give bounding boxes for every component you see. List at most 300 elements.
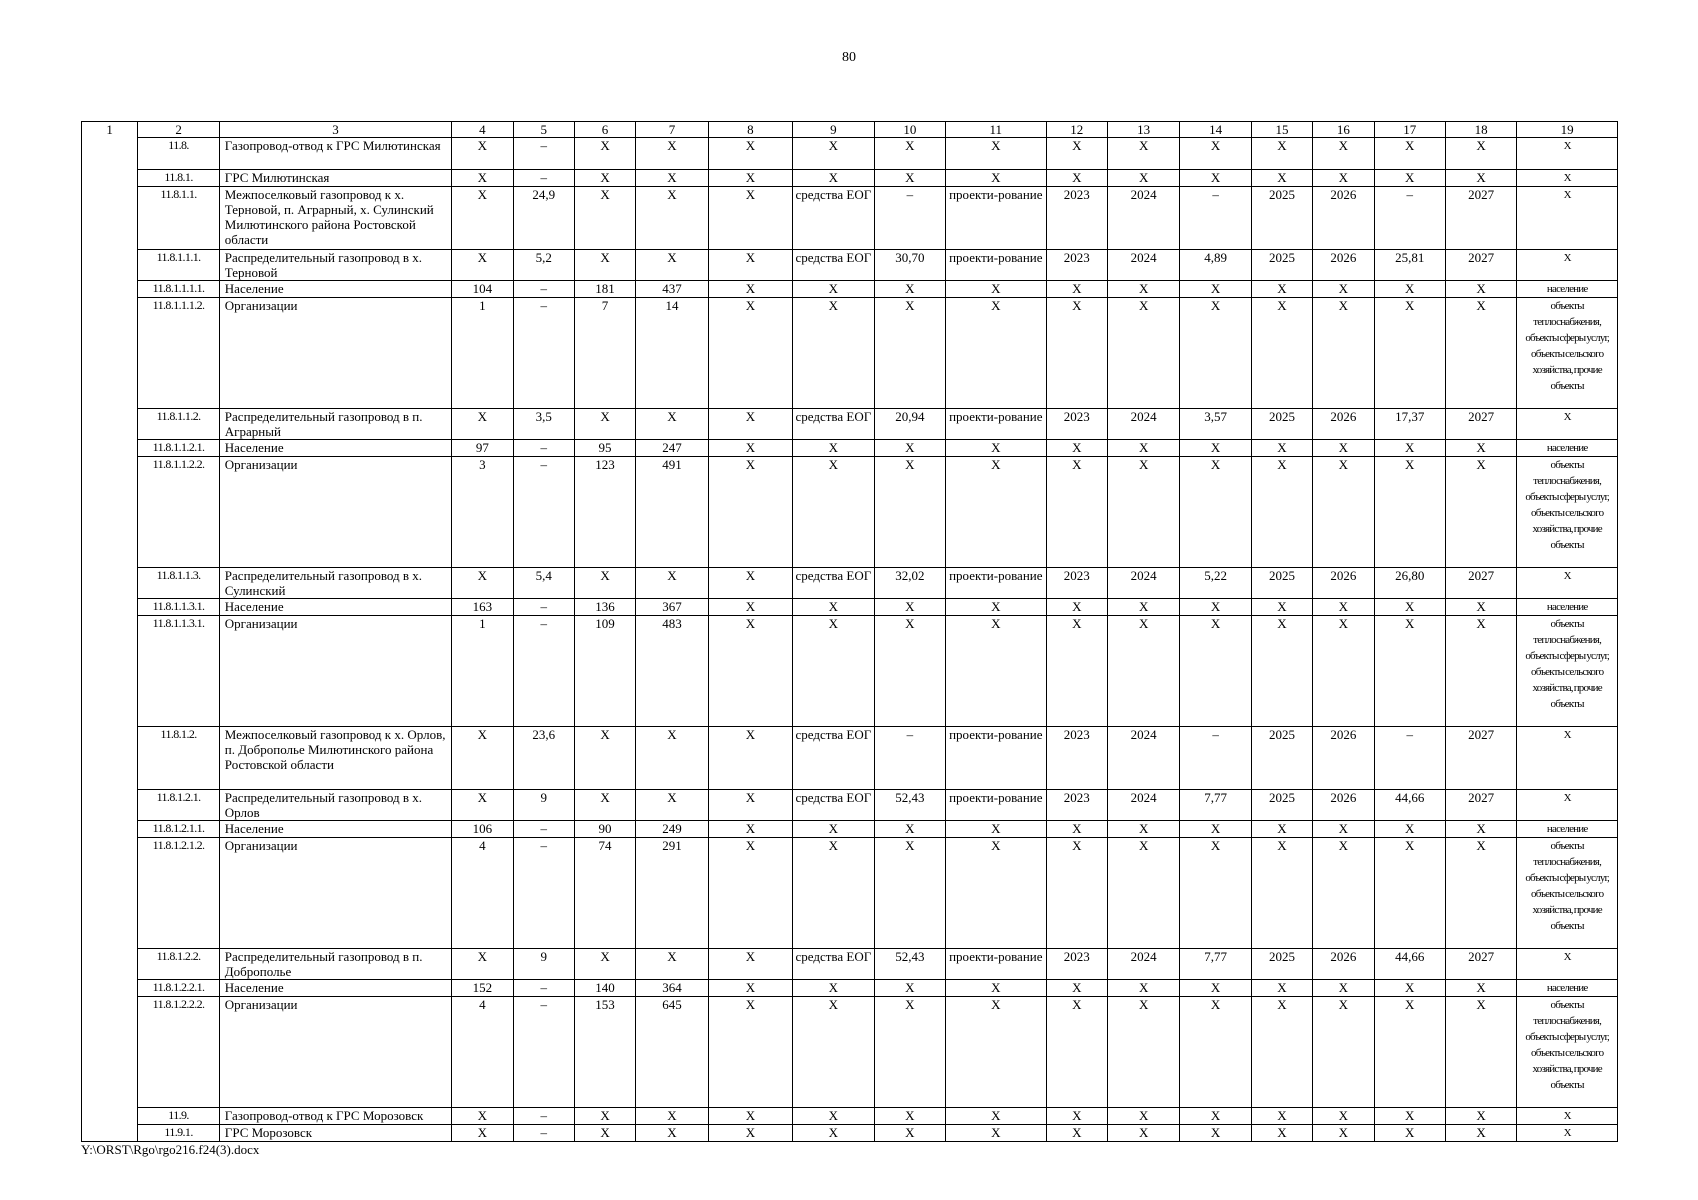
row-code: 11.8.1.1.1.1. (138, 281, 219, 298)
table-cell: 4 (452, 838, 513, 949)
table-cell: X (636, 1108, 708, 1125)
table-cell: X (793, 170, 874, 187)
table-cell: X (452, 250, 513, 281)
table-cell: X (636, 250, 708, 281)
table-cell: X (452, 949, 513, 980)
table-cell: X (793, 298, 874, 409)
table-cell: X (793, 599, 874, 616)
table-cell: 2027 (1445, 949, 1516, 980)
table-cell: X (1313, 281, 1374, 298)
table-cell: X (1313, 997, 1374, 1108)
table-cell: X (708, 187, 792, 250)
table-cell: X (1107, 457, 1179, 568)
table-cell: X (1107, 997, 1179, 1108)
table-cell: население (1517, 980, 1618, 997)
row-code: 11.8.1.2.2. (138, 949, 219, 980)
table-cell: X (946, 980, 1047, 997)
table-cell: X (452, 409, 513, 440)
table-cell: X (1251, 138, 1312, 170)
table-cell: 2023 (1046, 790, 1107, 821)
table-cell: 2026 (1313, 187, 1374, 250)
table-cell: проекти-рование (946, 568, 1047, 599)
object-name: Население (219, 980, 451, 997)
group-cell (82, 457, 138, 568)
table-cell: X (708, 1108, 792, 1125)
table-cell: X (1180, 599, 1251, 616)
table-cell: X (946, 1108, 1047, 1125)
table-cell: X (1046, 997, 1107, 1108)
table-cell: 2024 (1107, 187, 1179, 250)
table-cell: X (452, 727, 513, 790)
row-code: 11.8. (138, 138, 219, 170)
table-cell: 247 (636, 440, 708, 457)
table-cell: X (1107, 440, 1179, 457)
table-cell: X (1517, 170, 1618, 187)
row-code: 11.8.1. (138, 170, 219, 187)
object-name: Распределительный газопровод в х. Сулинский (219, 568, 451, 599)
table-cell: X (1251, 298, 1312, 409)
row-code: 11.8.1.1. (138, 187, 219, 250)
table-cell: 364 (636, 980, 708, 997)
table-cell: X (708, 838, 792, 949)
table-cell: 2025 (1251, 409, 1312, 440)
object-name: Организации (219, 457, 451, 568)
table-cell: X (1445, 1125, 1516, 1142)
table-cell: X (1313, 1125, 1374, 1142)
table-cell: 2024 (1107, 727, 1179, 790)
table-cell: X (1107, 821, 1179, 838)
table-cell: X (1251, 457, 1312, 568)
object-name: Распределительный газопровод в п. Аграрный (219, 409, 451, 440)
table-cell: X (1251, 170, 1312, 187)
table-cell: X (1107, 980, 1179, 997)
table-cell: X (793, 457, 874, 568)
table-cell: 152 (452, 980, 513, 997)
object-name: Организации (219, 616, 451, 727)
table-cell: X (636, 170, 708, 187)
object-name: Население (219, 281, 451, 298)
table-cell: X (946, 138, 1047, 170)
table-cell: – (513, 1108, 574, 1125)
table-cell: 291 (636, 838, 708, 949)
table-cell: X (452, 1125, 513, 1142)
table-cell: X (452, 138, 513, 170)
group-cell (82, 616, 138, 727)
table-cell: – (513, 599, 574, 616)
table-cell: X (946, 440, 1047, 457)
table-cell: X (946, 838, 1047, 949)
column-number: 10 (874, 122, 945, 138)
table-cell: 123 (574, 457, 635, 568)
table-cell: – (513, 298, 574, 409)
table-cell: X (1374, 997, 1445, 1108)
column-number: 4 (452, 122, 513, 138)
table-cell: X (708, 821, 792, 838)
table-cell: X (574, 250, 635, 281)
table-cell: X (1445, 821, 1516, 838)
table-cell: X (636, 138, 708, 170)
table-cell: X (874, 980, 945, 997)
table-row (82, 727, 1618, 790)
table-cell: 32,02 (874, 568, 945, 599)
table-row (82, 187, 1618, 250)
table-cell: 2026 (1313, 790, 1374, 821)
table-cell: X (1251, 980, 1312, 997)
table-cell: 1 (452, 616, 513, 727)
table-cell: X (1445, 616, 1516, 727)
table-cell: 2024 (1107, 250, 1179, 281)
table-cell: X (1046, 138, 1107, 170)
table-cell: X (946, 457, 1047, 568)
table-cell: 2025 (1251, 250, 1312, 281)
table-cell: 95 (574, 440, 635, 457)
table-cell: X (1445, 838, 1516, 949)
table-cell: X (1180, 838, 1251, 949)
table-row (82, 949, 1618, 980)
table-cell: X (1107, 298, 1179, 409)
row-code: 11.8.1.1.2.1. (138, 440, 219, 457)
table-cell: проекти-рование (946, 409, 1047, 440)
table-cell: X (874, 838, 945, 949)
row-code: 11.8.1.2.1.1. (138, 821, 219, 838)
table-cell: 645 (636, 997, 708, 1108)
table-cell: проекти-рование (946, 790, 1047, 821)
table-cell: 106 (452, 821, 513, 838)
object-name: ГРС Милютинская (219, 170, 451, 187)
table-cell: 90 (574, 821, 635, 838)
table-cell: 153 (574, 997, 635, 1108)
table-cell: X (708, 727, 792, 790)
table-cell: – (1180, 727, 1251, 790)
table-cell: X (1107, 599, 1179, 616)
table-cell: X (1251, 821, 1312, 838)
table-cell: 52,43 (874, 949, 945, 980)
table-cell: 2026 (1313, 727, 1374, 790)
table-row (82, 1125, 1618, 1142)
table-cell: X (946, 281, 1047, 298)
table-cell: X (946, 170, 1047, 187)
table-cell: 26,80 (1374, 568, 1445, 599)
table-cell: X (708, 568, 792, 599)
table-cell: X (1251, 440, 1312, 457)
table-cell: X (874, 599, 945, 616)
table-cell: – (513, 616, 574, 727)
table-cell: X (1374, 281, 1445, 298)
table-cell: X (1046, 298, 1107, 409)
table-cell: объекты теплоснабжения, объекты сферы услуг, объекты сельского хозяйства, прочие объекты (1517, 298, 1618, 409)
table-cell: X (1517, 1108, 1618, 1125)
table-cell: X (1517, 138, 1618, 170)
column-number: 6 (574, 122, 635, 138)
group-cell (82, 980, 138, 997)
table-cell: X (1046, 1108, 1107, 1125)
table-cell: 5,22 (1180, 568, 1251, 599)
table-cell: 3,57 (1180, 409, 1251, 440)
table-cell: – (513, 281, 574, 298)
table-cell: X (452, 187, 513, 250)
table-cell: X (1107, 170, 1179, 187)
table-cell: X (1374, 138, 1445, 170)
table-cell: X (708, 790, 792, 821)
table-cell: X (1180, 616, 1251, 727)
table-cell: 44,66 (1374, 790, 1445, 821)
table-cell: 2027 (1445, 409, 1516, 440)
table-cell: X (452, 568, 513, 599)
table-cell: X (1374, 1108, 1445, 1125)
table-cell: средства ЕОГ (793, 568, 874, 599)
table-cell: X (574, 1125, 635, 1142)
table-cell: X (574, 138, 635, 170)
table-cell: X (452, 1108, 513, 1125)
table-cell: X (636, 409, 708, 440)
table-cell: X (1374, 457, 1445, 568)
table-cell: 2026 (1313, 250, 1374, 281)
table-cell: 140 (574, 980, 635, 997)
group-cell (82, 821, 138, 838)
table-cell: – (513, 997, 574, 1108)
table-cell: 136 (574, 599, 635, 616)
table-cell: X (793, 997, 874, 1108)
table-cell: X (1313, 170, 1374, 187)
table-cell: объекты теплоснабжения, объекты сферы услуг, объекты сельского хозяйства, прочие объекты (1517, 457, 1618, 568)
table-cell: средства ЕОГ (793, 727, 874, 790)
column-number: 15 (1251, 122, 1312, 138)
table-cell: X (1374, 616, 1445, 727)
table-cell: X (636, 1125, 708, 1142)
object-name: Межпоселковый газопровод к х. Терновой, п. Аграрный, х. Сулинский Милютинского района Ростовской области (219, 187, 451, 250)
table-cell: 2023 (1046, 250, 1107, 281)
table-cell: 2024 (1107, 790, 1179, 821)
column-number: 3 (219, 122, 451, 138)
table-cell: X (1374, 298, 1445, 409)
table-cell: X (1046, 170, 1107, 187)
table-cell: X (1445, 599, 1516, 616)
table-cell: X (574, 568, 635, 599)
table-cell: X (708, 599, 792, 616)
object-name: Распределительный газопровод в х. Орлов (219, 790, 451, 821)
column-number: 7 (636, 122, 708, 138)
table-cell: 109 (574, 616, 635, 727)
table-cell: X (874, 1108, 945, 1125)
table-cell: X (946, 997, 1047, 1108)
table-cell: X (1046, 616, 1107, 727)
table-cell: X (708, 949, 792, 980)
table-cell: 5,2 (513, 250, 574, 281)
row-code: 11.9. (138, 1108, 219, 1125)
table-cell: 3 (452, 457, 513, 568)
table-cell: X (1046, 838, 1107, 949)
table-cell: X (1517, 790, 1618, 821)
table-cell: 437 (636, 281, 708, 298)
column-number: 13 (1107, 122, 1179, 138)
table-cell: X (1180, 997, 1251, 1108)
group-cell (82, 790, 138, 821)
table-cell: – (1180, 187, 1251, 250)
column-number: 16 (1313, 122, 1374, 138)
table-cell: X (1251, 599, 1312, 616)
table-cell: X (1445, 980, 1516, 997)
table-cell: X (1517, 1125, 1618, 1142)
table-cell: X (708, 138, 792, 170)
table-cell: 97 (452, 440, 513, 457)
row-code: 11.8.1.2. (138, 727, 219, 790)
table-cell: X (1251, 1108, 1312, 1125)
table-cell: X (1445, 298, 1516, 409)
table-cell: объекты теплоснабжения, объекты сферы услуг, объекты сельского хозяйства, прочие объекты (1517, 838, 1618, 949)
table-cell: X (946, 599, 1047, 616)
table-cell: X (793, 1108, 874, 1125)
table-cell: 2025 (1251, 187, 1312, 250)
table-cell: X (708, 616, 792, 727)
table-row (82, 821, 1618, 838)
table-cell: – (513, 138, 574, 170)
table-row (82, 599, 1618, 616)
table-cell: 20,94 (874, 409, 945, 440)
table-cell: 7,77 (1180, 949, 1251, 980)
column-number: 1 (82, 122, 138, 138)
column-number: 2 (138, 122, 219, 138)
table-cell: 2023 (1046, 409, 1107, 440)
table-cell: 367 (636, 599, 708, 616)
table-cell: X (793, 281, 874, 298)
table-cell: объекты теплоснабжения, объекты сферы услуг, объекты сельского хозяйства, прочие объекты (1517, 997, 1618, 1108)
object-name: Население (219, 821, 451, 838)
table-cell: X (874, 138, 945, 170)
table-cell: 2023 (1046, 187, 1107, 250)
table-cell: 74 (574, 838, 635, 949)
gas-pipeline-table (81, 121, 1618, 1142)
group-cell (82, 568, 138, 599)
row-code: 11.8.1.2.1. (138, 790, 219, 821)
table-cell: X (1046, 457, 1107, 568)
table-cell: X (1374, 599, 1445, 616)
table-cell: X (946, 1125, 1047, 1142)
row-code: 11.8.1.1.1.2. (138, 298, 219, 409)
table-cell: – (1374, 727, 1445, 790)
table-cell: 2025 (1251, 790, 1312, 821)
table-cell: X (874, 821, 945, 838)
group-cell (82, 409, 138, 440)
table-cell: X (793, 838, 874, 949)
table-cell: X (1374, 170, 1445, 187)
table-cell: X (1445, 1108, 1516, 1125)
table-cell: X (574, 727, 635, 790)
table-row (82, 997, 1618, 1108)
table-cell: X (874, 997, 945, 1108)
table-row (82, 457, 1618, 568)
table-row (82, 980, 1618, 997)
group-cell (82, 727, 138, 790)
table-cell: X (574, 949, 635, 980)
column-number: 14 (1180, 122, 1251, 138)
table-cell: – (513, 457, 574, 568)
table-cell: 2026 (1313, 568, 1374, 599)
table-cell: проекти-рование (946, 949, 1047, 980)
table-cell: X (946, 298, 1047, 409)
table-cell: – (513, 821, 574, 838)
table-cell: 7 (574, 298, 635, 409)
table-cell: X (1445, 997, 1516, 1108)
table-cell: 4,89 (1180, 250, 1251, 281)
table-cell: X (1046, 599, 1107, 616)
table-cell: X (1046, 821, 1107, 838)
table-cell: население (1517, 821, 1618, 838)
table-cell: 23,6 (513, 727, 574, 790)
column-number: 17 (1374, 122, 1445, 138)
table-cell: X (1374, 821, 1445, 838)
table-cell: население (1517, 440, 1618, 457)
table-cell: 2027 (1445, 187, 1516, 250)
table-cell: X (708, 170, 792, 187)
table-cell: X (1107, 616, 1179, 727)
object-name: Газопровод-отвод к ГРС Морозовск (219, 1108, 451, 1125)
table-cell: X (1251, 838, 1312, 949)
table-cell: 25,81 (1374, 250, 1445, 281)
table-cell: 17,37 (1374, 409, 1445, 440)
table-cell: X (874, 440, 945, 457)
table-cell: X (793, 440, 874, 457)
table-cell: 24,9 (513, 187, 574, 250)
table-cell: X (1180, 440, 1251, 457)
table-cell: средства ЕОГ (793, 409, 874, 440)
table-cell: X (1445, 440, 1516, 457)
table-row (82, 790, 1618, 821)
table-cell: X (1517, 187, 1618, 250)
table-cell: X (946, 616, 1047, 727)
table-cell: 2027 (1445, 568, 1516, 599)
page-number: 80 (842, 50, 856, 65)
table-cell: X (1107, 838, 1179, 949)
table-cell: X (1445, 170, 1516, 187)
table-cell: 2024 (1107, 568, 1179, 599)
table-cell: X (1180, 1125, 1251, 1142)
table-cell: X (708, 457, 792, 568)
table-cell: средства ЕОГ (793, 187, 874, 250)
table-cell: X (1313, 980, 1374, 997)
table-cell: 2023 (1046, 949, 1107, 980)
column-number: 8 (708, 122, 792, 138)
table-cell: X (1046, 281, 1107, 298)
table-cell: 2025 (1251, 949, 1312, 980)
table-header-row (82, 122, 1618, 138)
table-cell: X (793, 616, 874, 727)
table-row (82, 170, 1618, 187)
object-name: Межпоселковый газопровод к х. Орлов, п. Доброполье Милютинского района Ростовской области (219, 727, 451, 790)
table-cell: X (1374, 1125, 1445, 1142)
table-cell: X (1180, 821, 1251, 838)
table-cell: X (1107, 1108, 1179, 1125)
table-cell: X (874, 170, 945, 187)
row-code: 11.8.1.1.3. (138, 568, 219, 599)
table-row (82, 281, 1618, 298)
group-cell (82, 138, 138, 170)
table-cell: 2023 (1046, 568, 1107, 599)
table-cell: 2027 (1445, 790, 1516, 821)
column-number: 11 (946, 122, 1047, 138)
table-cell: X (1046, 980, 1107, 997)
table-cell: X (1251, 1125, 1312, 1142)
table-cell: X (1517, 568, 1618, 599)
table-cell: население (1517, 599, 1618, 616)
table-cell: 3,5 (513, 409, 574, 440)
table-cell: X (1313, 821, 1374, 838)
table-cell: X (708, 980, 792, 997)
table-cell: X (708, 281, 792, 298)
table-cell: средства ЕОГ (793, 790, 874, 821)
table-cell: X (636, 187, 708, 250)
object-name: Газопровод-отвод к ГРС Милютинская (219, 138, 451, 170)
table-cell: X (1180, 1108, 1251, 1125)
